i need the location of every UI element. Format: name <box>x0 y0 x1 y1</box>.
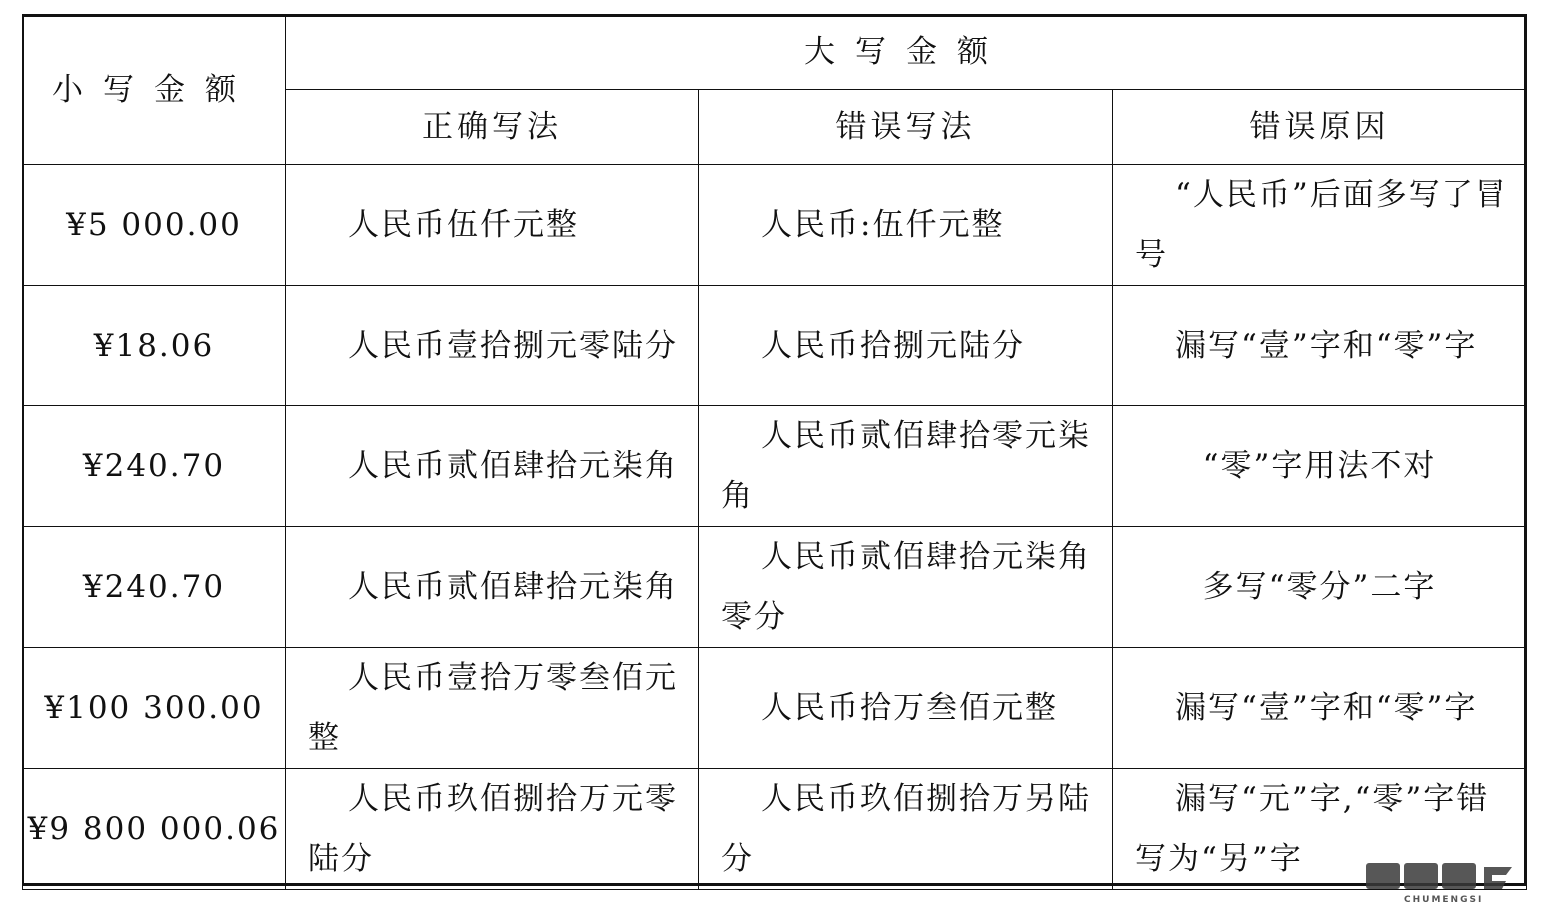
correct-cell: 人民币伍仟元整 <box>286 165 699 286</box>
wrong-cell: 人民币玖佰捌拾万另陆分 <box>699 769 1113 890</box>
correct-cell: 人民币玖佰捌拾万元零陆分 <box>286 769 699 890</box>
correct-cell: 人民币贰佰肆拾元柒角 <box>286 406 699 527</box>
amount-cell: ¥240.70 <box>23 406 286 527</box>
amount-cell: ¥5 000.00 <box>23 165 286 286</box>
correct-cell: 人民币壹拾万零叁佰元整 <box>286 648 699 769</box>
header-small-amount: 小写金额 <box>23 15 286 165</box>
wrong-cell: 人民币贰佰肆拾零元柒角 <box>699 406 1113 527</box>
reason-cell: 漏写“元”字,“零”字错写为“另”字 <box>1113 769 1527 890</box>
watermark-logo <box>1364 859 1524 905</box>
header-capital-amount: 大写金额 <box>286 15 1527 90</box>
correct-cell: 人民币贰佰肆拾元柒角 <box>286 527 699 648</box>
reason-cell: 漏写“壹”字和“零”字 <box>1113 286 1527 406</box>
reason-cell: “人民币”后面多写了冒号 <box>1113 165 1527 286</box>
header-wrong: 错误写法 <box>699 90 1113 165</box>
amount-cell: ¥240.70 <box>23 527 286 648</box>
reason-cell: 多写“零分”二字 <box>1113 527 1527 648</box>
wrong-cell: 人民币贰佰肆拾元柒角零分 <box>699 527 1113 648</box>
header-reason: 错误原因 <box>1113 90 1527 165</box>
correct-cell: 人民币壹拾捌元零陆分 <box>286 286 699 406</box>
reason-cell: 漏写“壹”字和“零”字 <box>1113 648 1527 769</box>
reason-cell: “零”字用法不对 <box>1113 406 1527 527</box>
wrong-cell: 人民币:伍仟元整 <box>699 165 1113 286</box>
table-outer-border <box>22 14 1526 886</box>
wrong-cell: 人民币拾万叁佰元整 <box>699 648 1113 769</box>
amount-cell: ¥100 300.00 <box>23 648 286 769</box>
amount-cell: ¥18.06 <box>23 286 286 406</box>
watermark-text: CHUMENGSI <box>1404 895 1484 905</box>
wrong-cell: 人民币拾捌元陆分 <box>699 286 1113 406</box>
header-correct: 正确写法 <box>286 90 699 165</box>
amount-cell: ¥9 800 000.06 <box>23 769 286 890</box>
